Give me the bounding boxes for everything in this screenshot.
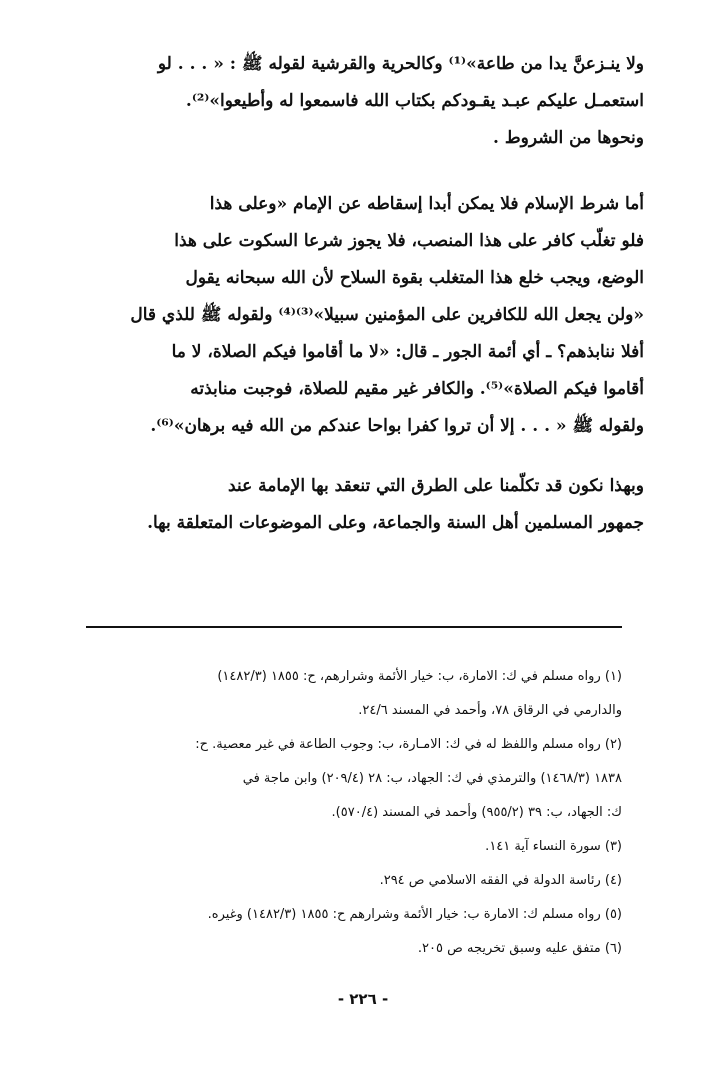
text-line: ونحوها من الشروط . xyxy=(493,128,644,148)
footnote-divider xyxy=(86,626,622,628)
text-line: استعمـل عليكم عبـد يقـودكم بكتاب الله فاسمعوا له وأطيعوا»⁽²⁾. xyxy=(185,91,644,111)
text-line: ولقوله ﷺ « . . . إلا أن تروا كفرا بواحا عندكم من الله فيه برهان»⁽⁶⁾. xyxy=(150,416,644,436)
paragraph-conclusion xyxy=(78,468,644,542)
text-line: «ولن يجعل الله للكافرين على المؤمنين سبيلا»⁽³⁾⁽⁴⁾ ولقوله ﷺ للذي قال xyxy=(130,305,644,325)
paragraph-islam-condition xyxy=(78,186,644,445)
footnote-line: (٥) رواه مسلم ك: الامارة ب: خيار الأئمة وشرارهم ح: ١٨٥٥ (١٤٨٢/٣) وغيره. xyxy=(207,907,622,922)
footnote-line: والدارمي في الرقاق ٧٨، وأحمد في المسند ٢٤/٦. xyxy=(358,703,622,718)
text-line: الوضع، ويجب خلع هذا المتغلب بقوة السلاح لأن الله سبحانه يقول xyxy=(185,268,644,288)
footnote-line: ١٨٣٨ (١٤٦٨/٣) والترمذي في ك: الجهاد، ب: ٢٨ (٢٠٩/٤) وابن ماجة في xyxy=(242,771,622,786)
text-line: أقاموا فيكم الصلاة»⁽⁵⁾. والكافر غير مقيم للصلاة، فوجبت منابذته xyxy=(190,379,644,399)
footnote-line: ك: الجهاد، ب: ٣٩ (٩٥٥/٢) وأحمد في المسند (٥٧٠/٤). xyxy=(331,805,622,820)
paragraph-conditions xyxy=(78,46,644,157)
text-line: ولا ينـزعنَّ يدا من طاعة»⁽¹⁾ وكالحرية والقرشية لقوله ﷺ : « . . . لو xyxy=(157,54,644,74)
text-line: فلو تغلّب كافر على هذا المنصب، فلا يجوز شرعا السكوت على هذا xyxy=(174,231,644,251)
page-number: - ٢٢٦ - xyxy=(337,990,389,1008)
text-line: جمهور المسلمين أهل السنة والجماعة، وعلى الموضوعات المتعلقة بها. xyxy=(147,513,644,533)
footnote-line: (١) رواه مسلم في ك: الامارة، ب: خيار الأئمة وشرارهم، ح: ١٨٥٥ (١٤٨٢/٣) xyxy=(217,669,622,684)
text-line: أما شرط الإسلام فلا يمكن أبدا إسقاطه عن الإمام «وعلى هذا xyxy=(209,194,644,214)
footnote-line: (٣) سورة النساء آية ١٤١. xyxy=(485,839,622,854)
footnotes xyxy=(82,660,622,966)
footnote-line: (٦) متفق عليه وسبق تخريجه ص ٢٠٥. xyxy=(417,941,622,956)
footnote-line: (٤) رئاسة الدولة في الفقه الاسلامي ص ٢٩٤. xyxy=(379,873,622,888)
footnote-line: (٢) رواه مسلم واللفظ له في ك: الامـارة، ب: وجوب الطاعة في غير معصية. ح: xyxy=(195,737,622,752)
text-line: وبهذا نكون قد تكلّمنا على الطرق التي تنعقد بها الإمامة عند xyxy=(228,476,644,496)
text-line: أفلا ننابذهم؟ ـ أي أئمة الجور ـ قال: «لا ما أقاموا فيكم الصلاة، لا ما xyxy=(171,342,644,362)
